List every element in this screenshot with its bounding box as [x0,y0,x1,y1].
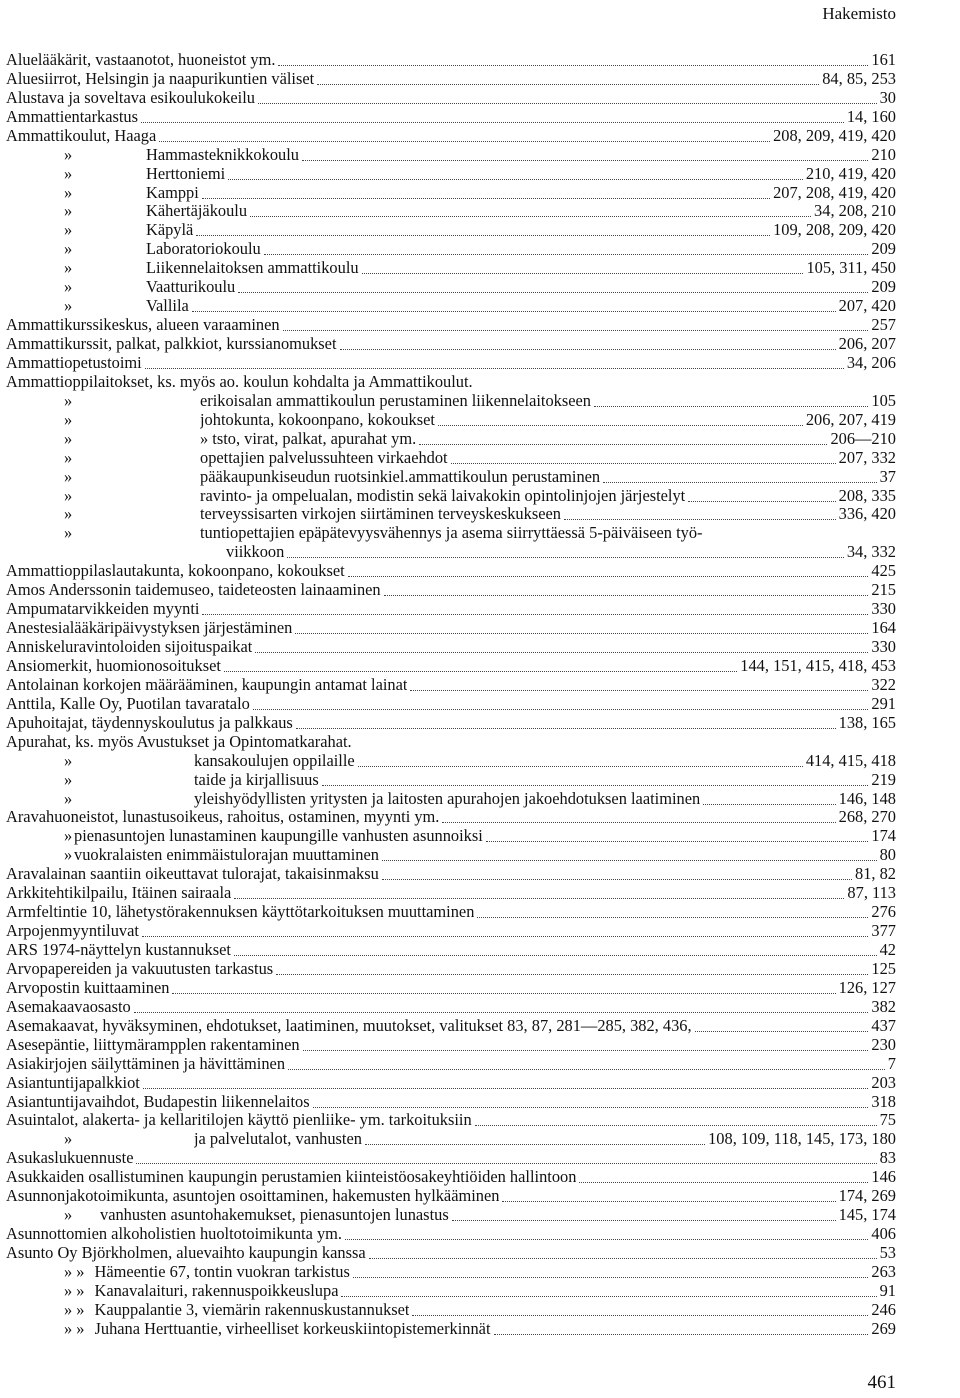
dot-leader [438,424,803,426]
entry-pages: 268, 270 [838,808,896,827]
entry-text: Arvopostin kuittaaminen [6,978,170,997]
dot-leader [145,367,844,369]
index-entry [6,581,896,600]
entry-text: Aluesiirrot, Helsingin ja naapurikuntien väliset [6,69,315,88]
entry-text: vuokralaisten enimmäistulorajan muuttaminen [74,846,379,865]
entry-text: Asiantuntijapalkkiot [6,1073,140,1092]
entry-pages: 34, 332 [846,543,896,562]
dot-leader [234,897,844,899]
dot-leader [288,1068,885,1070]
dot-leader [382,859,877,861]
entry-pages: 207, 208, 419, 420 [773,183,896,202]
entry-pages: 53 [879,1244,896,1263]
entry-text: opettajien palvelussuhteen virkaehdot [200,448,448,467]
dot-leader [603,481,876,483]
entry-text: ravinto- ja ompelualan, modistin sekä laivakokin opintolinjojen järjestelyt [200,486,686,505]
index-entry [6,1093,896,1112]
entry-text: Anniskeluravintoloiden sijoituspaikat [6,638,253,657]
dot-leader [202,613,868,615]
dot-leader [303,1049,869,1051]
entry-text: Anestesialääkäripäivystyksen järjestäminen [6,619,293,638]
index-entry [6,1112,896,1131]
ditto-mark: » [64,846,73,865]
entry-pages: 34, 206 [846,354,896,372]
entry-text: Apurahat, ks. myös Avustukset ja Opintomatkarahat. [6,732,352,751]
entry-text: yleishyödyllisten yritysten ja laitosten apurahojen jakoehdotuksen laatiminen [194,789,701,808]
entry-pages: 209 [871,240,896,259]
entry-pages: 125 [871,960,896,978]
index-entry [6,903,896,922]
entry-pages: 174, 269 [838,1187,896,1206]
dot-leader [345,1238,868,1240]
index-entry [6,259,896,278]
index-entry [6,127,896,146]
entry-text: Asunto Oy Björkholmen, aluevaihto kaupungin kanssa [6,1244,366,1263]
entry-pages: 81, 82 [855,865,896,884]
index-entry [6,70,896,89]
entry-text: ja palvelutalot, vanhusten [194,1130,362,1149]
entry-pages: 425 [871,562,896,581]
ditto-mark: » [64,1130,73,1149]
index-entry [6,676,896,695]
entry-text: taide ja kirjallisuus [194,770,319,789]
entry-text: Arvopapereiden ja vakuutusten tarkastus [6,960,274,978]
dot-leader [287,556,844,558]
ditto-mark: » [64,410,73,429]
dot-leader [234,954,877,956]
entry-text: Vaatturikoulu [146,278,236,297]
dot-leader [159,140,770,142]
entry-pages: 257 [871,316,896,335]
index-entry [6,562,896,581]
entry-text: ARS 1974-näyttelyn kustannukset [6,941,231,960]
entry-pages: 246 [871,1300,896,1319]
dot-leader [196,234,770,236]
entry-text: pienasuntojen lunastaminen kaupungille vanhusten asunnoiksi [74,827,483,846]
entry-text: Ampumatarvikkeiden myynti [6,600,200,619]
index-entry [6,449,896,468]
dot-leader [412,1314,868,1316]
entry-text: Ammattikurssikeskus, alueen varaaminen [6,316,280,335]
ditto-mark: » [64,259,73,278]
index-entry [6,1263,896,1282]
ditto-mark: » [64,827,73,846]
index-entry [6,543,896,562]
index-entry [6,51,896,70]
ditto-mark: » [64,789,73,808]
dot-leader [384,594,869,596]
index-entry [6,1168,896,1187]
entry-text: Antolainan korkojen määrääminen, kaupungin antamat lainat [6,675,408,694]
ditto-mark: » [64,524,73,543]
entry-pages: 108, 109, 118, 145, 173, 180 [708,1130,896,1149]
dot-leader [136,1162,876,1164]
entry-text: Aravahuoneistot, lunastusoikeus, rahoitus, ostaminen, myynti ym. [6,808,440,827]
dot-leader [341,1295,876,1297]
entry-text: Ammattioppilaitokset, ks. myös ao. koulun kohdalta ja Ammattikoulut. [6,372,473,391]
dot-leader [202,197,770,199]
entry-pages: 377 [871,922,896,941]
entry-text: Amos Anderssonin taidemuseo, taideteosten lainaaminen [6,581,381,600]
entry-pages: 87, 113 [847,884,896,903]
index-entry [6,809,896,828]
entry-text: Arpojenmyyntiluvat [6,922,139,941]
index-entry [6,1320,896,1339]
ditto-mark: » [64,751,73,770]
entry-pages: 382 [871,997,896,1016]
index-entry [6,846,896,865]
entry-pages: 105 [871,391,896,410]
index-entry [6,619,896,638]
dot-leader [369,1257,877,1259]
ditto-mark: » [64,429,73,448]
entry-text: Herttoniemi [146,164,226,183]
entry-text: Hämeentie 67, tontin vuokran tarkistus [94,1263,350,1281]
entry-text: Apuhoitajat, täydennyskoulutus ja palkkaus [6,713,293,732]
entry-text: Laboratoriokoulu [146,240,261,259]
index-entry [6,638,896,657]
dot-leader [486,840,869,842]
dot-leader [317,83,819,85]
index-entry [6,1149,896,1168]
entry-text: Asiakirjojen säilyttäminen ja hävittäminen [6,1054,286,1073]
entry-text: Liikennelaitoksen ammattikoulu [146,259,359,278]
entry-text: Ammattiopetustoimi [6,354,142,372]
dot-leader [141,121,844,123]
dot-leader [134,1011,869,1013]
index-entry [6,165,896,184]
index-entry [6,960,896,979]
entry-text: Aravalainan saantiin oikeuttavat tulorajat, takaisinmaksu [6,865,379,884]
index-entry [6,827,896,846]
entry-pages: 322 [871,675,896,694]
dot-leader [477,916,868,918]
entry-pages: 276 [871,903,896,922]
dot-leader [295,632,868,634]
entry-pages: 406 [871,1225,896,1244]
dot-leader [142,935,868,937]
dot-leader [353,1276,869,1278]
entry-text: tuntiopettajien epäpätevyysvähennys ja asema siirryttäessä 5-päiväiseen työ- [200,524,703,543]
index-entry [6,392,896,411]
entry-pages: 208, 335 [838,486,896,505]
entry-text: » tsto, virat, palkat, apurahat ym. [200,429,417,448]
index-entry [6,1206,896,1225]
entry-text: Vallila [146,297,189,316]
entry-pages: 34, 208, 210 [814,202,896,221]
entry-pages: 210, 419, 420 [805,164,896,183]
dot-leader [340,348,836,350]
entry-text: Asunnonjakotoimikunta, asuntojen osoittaminen, hakemusten hylkääminen [6,1187,500,1206]
entry-text: Hammasteknikkokoulu [146,145,299,164]
index-entry [6,865,896,884]
index-entry [6,373,896,392]
index-entry [6,979,896,998]
entry-pages: 208, 209, 419, 420 [773,126,896,145]
entry-pages: 203 [871,1073,896,1092]
index-entry [6,240,896,259]
index-entry [6,278,896,297]
index-entry [6,524,896,543]
entry-pages: 330 [871,638,896,657]
entry-pages: 7 [887,1054,896,1073]
index-entry [6,600,896,619]
ditto-mark: » [64,145,73,164]
entry-pages: 105, 311, 450 [806,259,896,278]
entry-pages: 84, 85, 253 [822,69,896,88]
dot-leader [283,329,869,331]
entry-pages: 80 [879,846,896,865]
entry-text: terveyssisarten virkojen siirtäminen terveyskeskukseen [200,505,561,524]
ditto-mark: » [64,221,73,240]
entry-pages: 138, 165 [838,713,896,732]
index-entry [6,1301,896,1320]
dot-leader [238,291,868,293]
ditto-mark: » [64,391,73,410]
entry-pages: 414, 415, 418 [805,751,896,770]
entry-pages: 263 [871,1263,896,1281]
entry-text: Ammattikoulut, Haaga [6,126,157,145]
entry-pages: 210 [871,145,896,164]
index-entry [6,487,896,506]
entry-text: Juhana Herttuantie, virheelliset korkeuskiintopistemerkinnät [94,1319,491,1338]
ditto-mark: » [64,164,73,183]
entry-pages: 75 [879,1111,896,1130]
dot-leader [564,518,836,520]
dot-leader [322,784,869,786]
entry-text: Ammattikurssit, palkat, palkkiot, kurssianomukset [6,335,337,354]
ditto-mark: » » [64,1319,85,1338]
dot-leader [302,159,868,161]
index-entry [6,1055,896,1074]
index-entry [6,1225,896,1244]
entry-pages: 209 [871,278,896,297]
index-entry [6,1074,896,1093]
entry-text: Alustava ja soveltava esikoulukokeilu [6,88,255,107]
dot-leader [494,1333,869,1335]
entry-pages: 206, 207, 419 [805,410,896,429]
index-entry [6,733,896,752]
dot-leader [278,64,868,66]
dot-leader [348,575,869,577]
index-entry [6,1244,896,1263]
dot-leader [475,1124,877,1126]
dot-leader [502,1200,835,1202]
ditto-mark: » [64,202,73,221]
ditto-mark: » [64,770,73,789]
index-entry [6,657,896,676]
index-entry [6,1187,896,1206]
entry-text: Anttila, Kalle Oy, Puotilan tavaratalo [6,694,250,713]
index-entry [6,752,896,771]
entry-pages: 219 [871,770,896,789]
dot-leader [228,178,803,180]
entry-text: johtokunta, kokoonpano, kokoukset [200,410,435,429]
index-entry [6,941,896,960]
entry-pages: 215 [871,581,896,600]
entry-text: Asunnottomien alkoholistien huoltotoimikunta ym. [6,1225,342,1244]
entry-text: kansakoulujen oppilaille [194,751,355,770]
ditto-mark: » [64,505,73,524]
entry-pages: 144, 151, 415, 418, 453 [740,657,896,675]
dot-leader [264,253,869,255]
entry-text: Kanavalaituri, rakennuspoikkeuslupa [94,1281,339,1300]
index-entry [6,184,896,203]
page-number: 461 [867,1372,896,1393]
index-entry [6,714,896,733]
index-entry [6,1017,896,1036]
entry-pages: 145, 174 [838,1206,896,1225]
entry-text: Asukaslukuennuste [6,1149,134,1168]
entry-text: erikoisalan ammattikoulun perustaminen liikennelaitokseen [200,391,591,410]
entry-pages: 146 [871,1168,896,1187]
dot-leader [172,992,835,994]
entry-pages: 91 [879,1281,896,1300]
ditto-mark: » [64,1206,73,1225]
dot-leader [594,405,868,407]
dot-leader [362,272,804,274]
index-entry [6,695,896,714]
index-entry [6,203,896,222]
ditto-mark: » » [64,1281,85,1300]
index-entry [6,108,896,127]
index-entry [6,998,896,1017]
entry-pages: 146, 148 [838,789,896,808]
entry-pages: 207, 332 [838,448,896,467]
entry-text: Ansiomerkit, huomionosoitukset [6,657,221,675]
entry-text: Aluelääkärit, vastaanotot, huoneistot ym. [6,51,276,69]
entry-pages: 330 [871,600,896,619]
entry-text: Ammattientarkastus [6,107,139,126]
index-entry-list [6,51,896,1339]
entry-pages: 83 [879,1149,896,1168]
entry-pages: 206—210 [830,429,896,448]
dot-leader [419,443,827,445]
dot-leader [410,689,868,691]
index-entry [6,922,896,941]
entry-text: Asemakaavaosasto [6,997,131,1016]
dot-leader [451,462,836,464]
index-entry [6,1130,896,1149]
dot-leader [143,1087,869,1089]
ditto-mark: » » [64,1263,85,1281]
entry-pages: 126, 127 [838,978,896,997]
dot-leader [703,803,835,805]
entry-pages: 14, 160 [846,107,896,126]
entry-pages: 207, 420 [838,297,896,316]
dot-leader [382,878,852,880]
entry-pages: 37 [879,467,896,486]
entry-pages: 336, 420 [838,505,896,524]
index-entry [6,884,896,903]
ditto-mark: » [64,278,73,297]
entry-text: Armfeltintie 10, lähetystörakennuksen käyttötarkoituksen muuttaminen [6,903,475,922]
entry-text: Arkkitehtikilpailu, Itäinen sairaala [6,884,232,903]
dot-leader [224,670,737,672]
index-entry [6,354,896,373]
entry-pages: 164 [871,619,896,638]
dot-leader [253,708,869,710]
entry-text: Asesepäntie, liittymärampplen rakentaminen [6,1035,300,1054]
index-entry [6,411,896,430]
entry-pages: 269 [871,1319,896,1338]
ditto-mark: » » [64,1300,85,1319]
entry-pages: 206, 207 [838,335,896,354]
entry-pages: 109, 208, 209, 420 [773,221,896,240]
dot-leader [276,973,868,975]
ditto-mark: » [64,486,73,505]
dot-leader [452,1219,836,1221]
dot-leader [365,1143,705,1145]
entry-pages: 42 [879,941,896,960]
page-header-title: Hakemisto [822,4,896,23]
entry-text: viikkoon [226,543,285,562]
entry-text: Kamppi [146,183,199,202]
entry-text: Asemakaavat, hyväksyminen, ehdotukset, laatiminen, muutokset, valitukset 83, 87, 281—285, 382, 436, [6,1016,692,1035]
dot-leader [296,727,836,729]
entry-pages: 437 [871,1016,896,1035]
index-entry [6,506,896,525]
entry-text: Asiantuntijavaihdot, Budapestin liikennelaitos [6,1092,310,1111]
entry-text: Asuintalot, alakerta- ja kellaritilojen käyttö pienliike- ym. tarkoituksiin [6,1111,472,1130]
entry-pages: 318 [871,1092,896,1111]
ditto-mark: » [64,467,73,486]
dot-leader [258,102,877,104]
dot-leader [255,651,868,653]
dot-leader [250,215,811,217]
index-entry [6,790,896,809]
index-entry [6,430,896,449]
entry-text: vanhusten asuntohakemukset, pienasuntojen lunastus [100,1206,449,1225]
index-entry [6,297,896,316]
ditto-mark: » [64,448,73,467]
index-entry [6,146,896,165]
ditto-mark: » [64,297,73,316]
dot-leader [579,1181,868,1183]
entry-text: Asukkaiden osallistuminen kaupungin perustamien kiinteistöosakeyhtiöiden hallintoon [6,1168,577,1187]
index-entry [6,89,896,108]
entry-text: Käpylä [146,221,194,240]
dot-leader [358,765,803,767]
entry-pages: 291 [871,694,896,713]
entry-text: Kähertäjäkoulu [146,202,248,221]
dot-leader [442,821,835,823]
entry-text: Kauppalantie 3, viemärin rakennuskustannukset [94,1300,410,1319]
entry-pages: 174 [871,827,896,846]
index-entry [6,771,896,790]
index-entry [6,316,896,335]
entry-text: Ammattioppilaslautakunta, kokoonpano, kokoukset [6,562,345,581]
entry-pages: 30 [879,88,896,107]
dot-leader [688,500,835,502]
index-entry [6,221,896,240]
index-entry [6,335,896,354]
dot-leader [313,1106,869,1108]
index-entry [6,1282,896,1301]
entry-pages: 161 [871,51,896,69]
index-entry [6,468,896,487]
entry-pages: 230 [871,1035,896,1054]
dot-leader [695,1030,869,1032]
ditto-mark: » [64,240,73,259]
index-entry [6,1036,896,1055]
entry-text: pääkaupunkiseudun ruotsinkiel.ammattikoulun perustaminen [200,467,601,486]
dot-leader [192,310,836,312]
ditto-mark: » [64,183,73,202]
